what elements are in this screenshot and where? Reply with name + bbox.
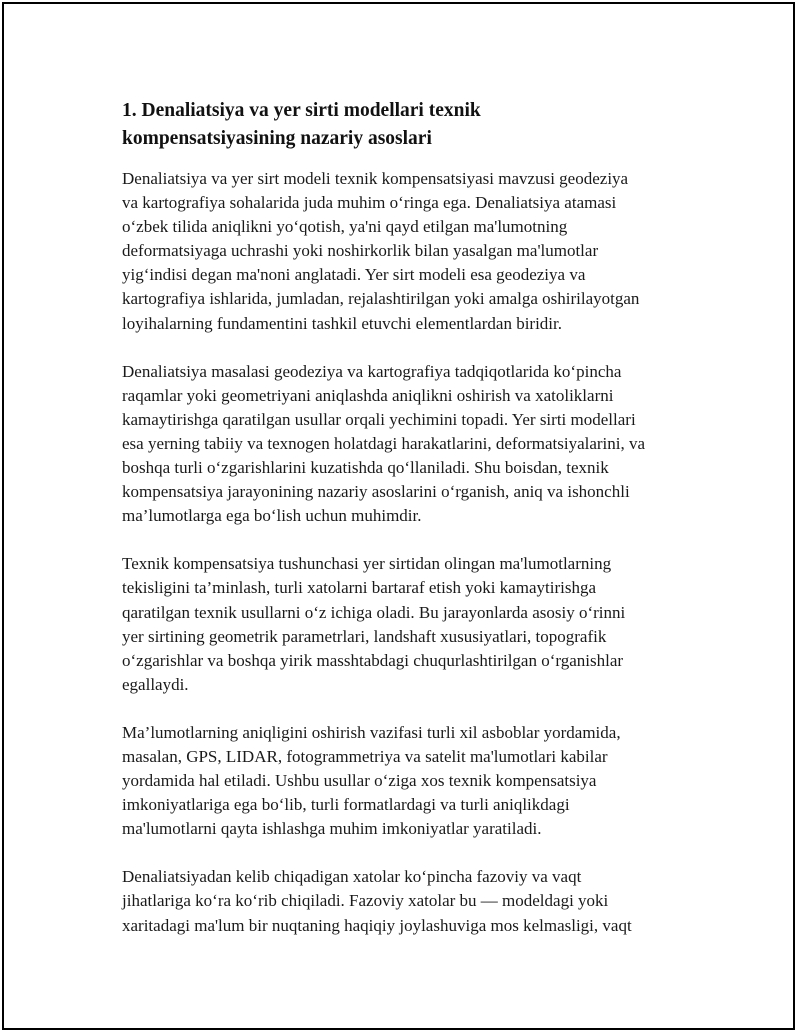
text-line: boshqa turli o‘zgarishlarini kuzatishda qo‘llaniladi. Shu boisdan, texnik [122, 458, 609, 478]
text-line: raqamlar yoki geometriyani aniqlashda aniqlikni oshirish va xatoliklarni [122, 385, 614, 405]
text-line: tekisligini ta’minlash, turli xatolarni bartaraf etish yoki kamaytirishga [122, 578, 596, 598]
text-line: deformatsiyaga uchrashi yoki noshirkorlik bilan yasalgan ma'lumotlar [122, 241, 599, 261]
text-line: Denaliatsiya va yer sirt modeli texnik kompensatsiyasi mavzusi geodeziya [122, 169, 629, 188]
text-line: jihatlariga ko‘ra ko‘rib chiqiladi. Fazoviy xatolar bu — modeldagi yoki [122, 891, 609, 911]
heading-line: kompensatsiyasining nazariy asoslari [122, 128, 432, 149]
paragraph [122, 167, 702, 336]
text-line: imkoniyatlariga ega bo‘lib, turli formatlardagi va turli aniqlikdagi [122, 795, 570, 815]
text-line: yig‘indisi degan ma'noni anglatadi. Yer sirt modeli esa geodeziya va [122, 265, 586, 285]
text-line: o‘zgarishlar va boshqa yirik masshtabdagi chuqurlashtirilgan o‘rganishlar [122, 650, 624, 670]
text-line: kamaytirishga qaratilgan usullar orqali yechimini topadi. Yer sirti modellari [122, 409, 636, 429]
text-line: Denaliatsiyadan kelib chiqadigan xatolar ko‘pincha fazoviy va vaqt [122, 867, 582, 887]
text-line: egallaydi. [122, 674, 189, 694]
text-line: o‘zbek tilida aniqlikni yo‘qotish, ya'ni qayd etilgan ma'lumotning [122, 217, 568, 237]
document-body [122, 97, 702, 962]
text-line: qaratilgan texnik usullarni o‘z ichiga oladi. Bu jarayonlarda asosiy o‘rinni [122, 602, 626, 622]
text-line: ma’lumotlarga ega bo‘lish uchun muhimdir. [122, 506, 422, 526]
text-line: loyihalarning fundamentini tashkil etuvchi elementlardan biridir. [122, 313, 562, 333]
text-line: kartografiya ishlarida, jumladan, rejalashtirilgan yoki amalga oshirilayotgan [122, 289, 640, 309]
text-line: va kartografiya sohalarida juda muhim o‘ringa ega. Denaliatsiya atamasi [122, 193, 617, 213]
text-line: Ma’lumotlarning aniqligini oshirish vazifasi turli xil asboblar yordamida, [122, 722, 621, 742]
text-line: Texnik kompensatsiya tushunchasi yer sirtidan olingan ma'lumotlarning [122, 554, 612, 574]
text-line: masalan, GPS, LIDAR, fotogrammetriya va satelit ma'lumotlari kabilar [122, 746, 608, 766]
paragraph [122, 865, 702, 937]
text-line: esa yerning tabiiy va texnogen holatdagi harakatlarini, deformatsiyalarini, va [122, 433, 646, 453]
heading-line: 1. Denaliatsiya va yer sirti modellari texnik [122, 100, 481, 121]
text-line: yordamida hal etiladi. Ushbu usullar o‘ziga xos texnik kompensatsiya [122, 771, 597, 791]
text-line: yer sirtining geometrik parametrlari, landshaft xususiyatlari, topografik [122, 626, 607, 646]
page-frame [2, 2, 795, 1030]
text-line: kompensatsiya jarayonining nazariy asoslarini o‘rganish, aniq va ishonchli [122, 482, 630, 502]
paragraph [122, 721, 702, 841]
section-heading [122, 97, 702, 153]
text-line: Denaliatsiya masalasi geodeziya va kartografiya tadqiqotlarida ko‘pincha [122, 361, 622, 381]
paragraph [122, 360, 702, 529]
text-line: ma'lumotlarni qayta ishlashga muhim imkoniyatlar yaratiladi. [122, 819, 542, 839]
paragraph [122, 552, 702, 697]
text-line: xaritadagi ma'lum bir nuqtaning haqiqiy joylashuviga mos kelmasligi, vaqt [122, 915, 632, 935]
